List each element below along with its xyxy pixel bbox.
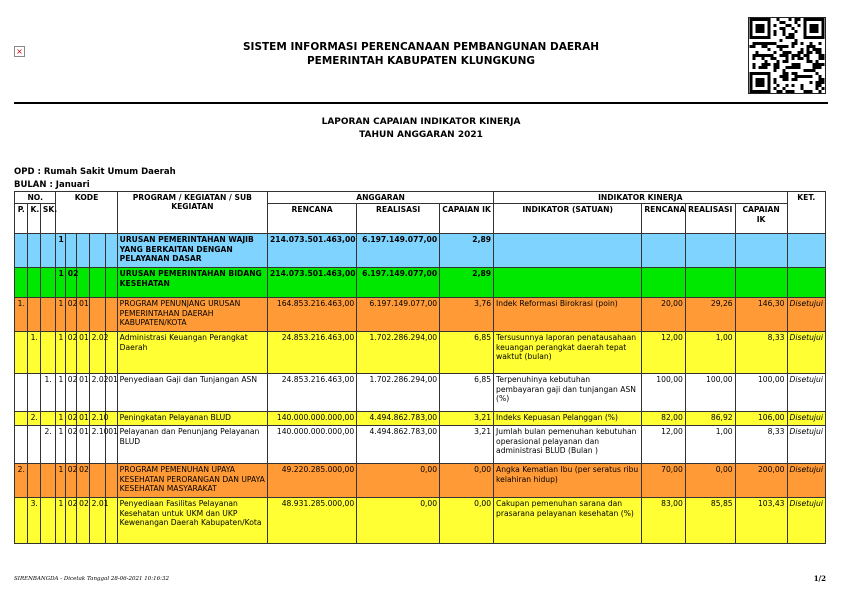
cell-c4: 2.10 xyxy=(89,426,106,464)
cell-sk xyxy=(40,332,56,374)
cell-ket xyxy=(787,268,825,298)
cell-c2: 02 xyxy=(65,298,76,332)
cell-realisasi: 0,00 xyxy=(357,498,440,544)
cell-ik-realisasi: 85,85 xyxy=(685,498,735,544)
cell-c2 xyxy=(65,234,76,268)
table-row xyxy=(15,412,826,426)
cell-c1: 1 xyxy=(56,426,65,464)
cell-rencana: 214.073.501.463,00 xyxy=(268,268,357,298)
page-number: 1/2 xyxy=(813,574,826,583)
cell-ik-realisasi xyxy=(685,234,735,268)
col-program-header: PROGRAM / KEGIATAN / SUB KEGIATAN xyxy=(117,192,267,234)
cell-c4: 2.10 xyxy=(89,412,106,426)
cell-ik-rencana: 20,00 xyxy=(642,298,686,332)
table-row xyxy=(15,464,826,498)
cell-indikator: Terpenuhinya kebutuhan pembayaran gaji dan tunjangan ASN (%) xyxy=(494,374,642,412)
cell-c3 xyxy=(77,234,89,268)
cell-ik-rencana: 12,00 xyxy=(642,332,686,374)
col-capaian-header: CAPAIAN IK xyxy=(440,204,494,234)
cell-c1: 1 xyxy=(56,374,65,412)
cell-capaian: 2,89 xyxy=(440,268,494,298)
cell-realisasi: 4.494.862.783,00 xyxy=(357,426,440,464)
cell-c4: 2.02 xyxy=(89,332,106,374)
table-row xyxy=(15,268,826,298)
cell-k xyxy=(28,426,40,464)
cell-k: 2. xyxy=(28,412,40,426)
cell-sk xyxy=(40,464,56,498)
header-divider xyxy=(14,102,828,104)
cell-capaian: 6,85 xyxy=(440,332,494,374)
cell-ik-realisasi: 0,00 xyxy=(685,464,735,498)
cell-c3: 02 xyxy=(77,498,89,544)
cell-realisasi: 6.197.149.077,00 xyxy=(357,234,440,268)
cell-c5: 01 xyxy=(106,426,117,464)
cell-ik-realisasi: 100,00 xyxy=(685,374,735,412)
cell-nama: PROGRAM PEMENUHAN UPAYA KESEHATAN PERORANGAN DAN UPAYA KESEHATAN MASYARAKAT xyxy=(117,464,267,498)
col-ik-realisasi-header: REALISASI xyxy=(685,204,735,234)
cell-c5 xyxy=(106,298,117,332)
cell-c1: 1 xyxy=(56,412,65,426)
cell-nama: Administrasi Keuangan Perangkat Daerah xyxy=(117,332,267,374)
cell-c2: 02 xyxy=(65,268,76,298)
cell-indikator: Jumlah bulan pemenuhan kebutuhan operasional pelayanan dan administrasi BLUD (Bulan ) xyxy=(494,426,642,464)
performance-table xyxy=(14,191,826,544)
cell-c2: 02 xyxy=(65,374,76,412)
cell-c1: 1 xyxy=(56,268,65,298)
cell-capaian: 3,21 xyxy=(440,412,494,426)
cell-k xyxy=(28,374,40,412)
cell-p xyxy=(15,234,28,268)
cell-nama: PROGRAM PENUNJANG URUSAN PEMERINTAHAN DAERAH KABUPATEN/KOTA xyxy=(117,298,267,332)
cell-realisasi: 6.197.149.077,00 xyxy=(357,298,440,332)
cell-ket: Disetujui xyxy=(787,298,825,332)
col-rencana-header: RENCANA xyxy=(268,204,357,234)
cell-ket: Disetujui xyxy=(787,426,825,464)
col-anggaran-header: ANGGARAN xyxy=(268,192,494,204)
cell-ik-rencana xyxy=(642,268,686,298)
cell-realisasi: 0,00 xyxy=(357,464,440,498)
print-timestamp: SIRENBANGDA - Dicetak Tanggal 28-06-2021 10:16:32 xyxy=(14,576,169,582)
table-row xyxy=(15,374,826,412)
cell-k: 1. xyxy=(28,332,40,374)
cell-sk xyxy=(40,268,56,298)
cell-p xyxy=(15,498,28,544)
cell-c3: 01 xyxy=(77,332,89,374)
cell-capaian: 0,00 xyxy=(440,498,494,544)
cell-c2: 02 xyxy=(65,464,76,498)
cell-indikator: Indeks Kepuasan Pelanggan (%) xyxy=(494,412,642,426)
cell-p xyxy=(15,412,28,426)
table-row xyxy=(15,426,826,464)
cell-c5 xyxy=(106,234,117,268)
month-label: BULAN : Januari xyxy=(14,180,90,190)
cell-rencana: 49.220.285.000,00 xyxy=(268,464,357,498)
cell-ik-rencana xyxy=(642,234,686,268)
col-ik-capaian-header: CAPAIAN IK xyxy=(735,204,787,234)
cell-ket: Disetujui xyxy=(787,464,825,498)
cell-c3: 01 xyxy=(77,374,89,412)
cell-nama: Penyediaan Gaji dan Tunjangan ASN xyxy=(117,374,267,412)
cell-rencana: 214.073.501.463,00 xyxy=(268,234,357,268)
cell-capaian: 6,85 xyxy=(440,374,494,412)
cell-ik-capaian: 106,00 xyxy=(735,412,787,426)
cell-k xyxy=(28,464,40,498)
cell-sk xyxy=(40,412,56,426)
col-sk-header: SK. xyxy=(40,204,56,234)
cell-ik-capaian: 8,33 xyxy=(735,426,787,464)
system-title: SISTEM INFORMASI PERENCANAAN PEMBANGUNAN DAERAH xyxy=(242,41,600,53)
cell-capaian: 3,76 xyxy=(440,298,494,332)
cell-c2: 02 xyxy=(65,412,76,426)
cell-c4: 2.02 xyxy=(89,374,106,412)
cell-rencana: 24.853.216.463,00 xyxy=(268,332,357,374)
cell-p xyxy=(15,332,28,374)
col-indikator-header: INDIKATOR (SATUAN) xyxy=(494,204,642,234)
cell-c3: 01 xyxy=(77,298,89,332)
cell-ik-realisasi: 1,00 xyxy=(685,426,735,464)
cell-ik-capaian xyxy=(735,268,787,298)
cell-capaian: 3,21 xyxy=(440,426,494,464)
col-ik-rencana-header: RENCANA xyxy=(642,204,686,234)
cell-c3: 02 xyxy=(77,464,89,498)
cell-indikator: Indek Reformasi Birokrasi (poin) xyxy=(494,298,642,332)
report-title: LAPORAN CAPAIAN INDIKATOR KINERJA xyxy=(321,117,521,127)
cell-c2: 02 xyxy=(65,426,76,464)
cell-nama: Pelayanan dan Penunjang Pelayanan BLUD xyxy=(117,426,267,464)
cell-k: 3. xyxy=(28,498,40,544)
cell-c4 xyxy=(89,298,106,332)
cell-k xyxy=(28,234,40,268)
cell-rencana: 24.853.216.463,00 xyxy=(268,374,357,412)
table-row xyxy=(15,332,826,374)
cell-sk xyxy=(40,234,56,268)
cell-c1: 1 xyxy=(56,464,65,498)
cell-indikator: Tersusunnya laporan penatausahaan keuangan perangkat daerah tepat waktut (bulan) xyxy=(494,332,642,374)
cell-ik-capaian: 8,33 xyxy=(735,332,787,374)
cell-realisasi: 6.197.149.077,00 xyxy=(357,268,440,298)
cell-ik-rencana: 100,00 xyxy=(642,374,686,412)
cell-ik-rencana: 70,00 xyxy=(642,464,686,498)
cell-sk: 1. xyxy=(40,374,56,412)
cell-c4 xyxy=(89,464,106,498)
col-p-header: P. xyxy=(15,204,28,234)
cell-p: 1. xyxy=(15,298,28,332)
cell-c2: 02 xyxy=(65,332,76,374)
col-k-header: K. xyxy=(28,204,40,234)
col-kode-header: KODE xyxy=(56,192,117,234)
cell-c5 xyxy=(106,268,117,298)
cell-c1: 1 xyxy=(56,234,65,268)
cell-nama: Penyediaan Fasilitas Pelayanan Kesehatan untuk UKM dan UKP Kewenangan Daerah Kabupaten/Kota xyxy=(117,498,267,544)
cell-c4: 2.01 xyxy=(89,498,106,544)
cell-ik-rencana: 12,00 xyxy=(642,426,686,464)
cell-sk: 2. xyxy=(40,426,56,464)
report-year: TAHUN ANGGARAN 2021 xyxy=(359,130,483,140)
cell-p xyxy=(15,268,28,298)
cell-sk xyxy=(40,498,56,544)
cell-capaian: 2,89 xyxy=(440,234,494,268)
cell-realisasi: 1.702.286.294,00 xyxy=(357,332,440,374)
cell-ik-rencana: 83,00 xyxy=(642,498,686,544)
table-row xyxy=(15,298,826,332)
cell-nama: URUSAN PEMERINTAHAN WAJIB YANG BERKAITAN DENGAN PELAYANAN DASAR xyxy=(117,234,267,268)
cell-ket xyxy=(787,234,825,268)
qr-code-icon xyxy=(748,17,826,94)
col-ket-header: KET. xyxy=(787,192,825,234)
cell-c1: 1 xyxy=(56,498,65,544)
cell-nama: URUSAN PEMERINTAHAN BIDANG KESEHATAN xyxy=(117,268,267,298)
cell-p xyxy=(15,374,28,412)
cell-c1: 1 xyxy=(56,298,65,332)
cell-ik-capaian: 200,00 xyxy=(735,464,787,498)
table-row xyxy=(15,498,826,544)
cell-sk xyxy=(40,298,56,332)
cell-ik-capaian xyxy=(735,234,787,268)
government-title: PEMERINTAH KABUPATEN KLUNGKUNG xyxy=(306,55,536,67)
cell-c1: 1 xyxy=(56,332,65,374)
cell-ik-realisasi: 1,00 xyxy=(685,332,735,374)
cell-ik-realisasi xyxy=(685,268,735,298)
cell-indikator xyxy=(494,268,642,298)
cell-rencana: 140.000.000.000,00 xyxy=(268,412,357,426)
cell-ket: Disetujui xyxy=(787,412,825,426)
cell-k xyxy=(28,268,40,298)
cell-ik-capaian: 146,30 xyxy=(735,298,787,332)
cell-c2: 02 xyxy=(65,498,76,544)
cell-nama: Peningkatan Pelayanan BLUD xyxy=(117,412,267,426)
cell-ket: Disetujui xyxy=(787,498,825,544)
cell-p xyxy=(15,426,28,464)
cell-c3: 01 xyxy=(77,426,89,464)
cell-indikator xyxy=(494,234,642,268)
cell-realisasi: 1.702.286.294,00 xyxy=(357,374,440,412)
cell-indikator: Cakupan pemenuhan sarana dan prasarana pelayanan kesehatan (%) xyxy=(494,498,642,544)
col-no-header: NO. xyxy=(15,192,56,204)
cell-rencana: 48.931.285.000,00 xyxy=(268,498,357,544)
col-indikator-kinerja-header: INDIKATOR KINERJA xyxy=(494,192,787,204)
cell-k xyxy=(28,298,40,332)
cell-ik-capaian: 100,00 xyxy=(735,374,787,412)
cell-rencana: 164.853.216.463,00 xyxy=(268,298,357,332)
cell-rencana: 140.000.000.000,00 xyxy=(268,426,357,464)
table-row xyxy=(15,234,826,268)
cell-c5: 01 xyxy=(106,374,117,412)
cell-ik-realisasi: 86,92 xyxy=(685,412,735,426)
cell-c5 xyxy=(106,464,117,498)
cell-ik-realisasi: 29,26 xyxy=(685,298,735,332)
cell-ket: Disetujui xyxy=(787,332,825,374)
cell-c3: 01 xyxy=(77,412,89,426)
cell-ket: Disetujui xyxy=(787,374,825,412)
cell-p: 2. xyxy=(15,464,28,498)
cell-ik-rencana: 82,00 xyxy=(642,412,686,426)
cell-c3 xyxy=(77,268,89,298)
col-realisasi-header: REALISASI xyxy=(357,204,440,234)
cell-c4 xyxy=(89,234,106,268)
cell-realisasi: 4.494.862.783,00 xyxy=(357,412,440,426)
cell-ik-capaian: 103,43 xyxy=(735,498,787,544)
cell-capaian: 0,00 xyxy=(440,464,494,498)
broken-logo-image-icon: × xyxy=(14,46,25,57)
opd-label: OPD : Rumah Sakit Umum Daerah xyxy=(14,167,176,177)
cell-indikator: Angka Kematian Ibu (per seratus ribu kelahiran hidup) xyxy=(494,464,642,498)
cell-c4 xyxy=(89,268,106,298)
